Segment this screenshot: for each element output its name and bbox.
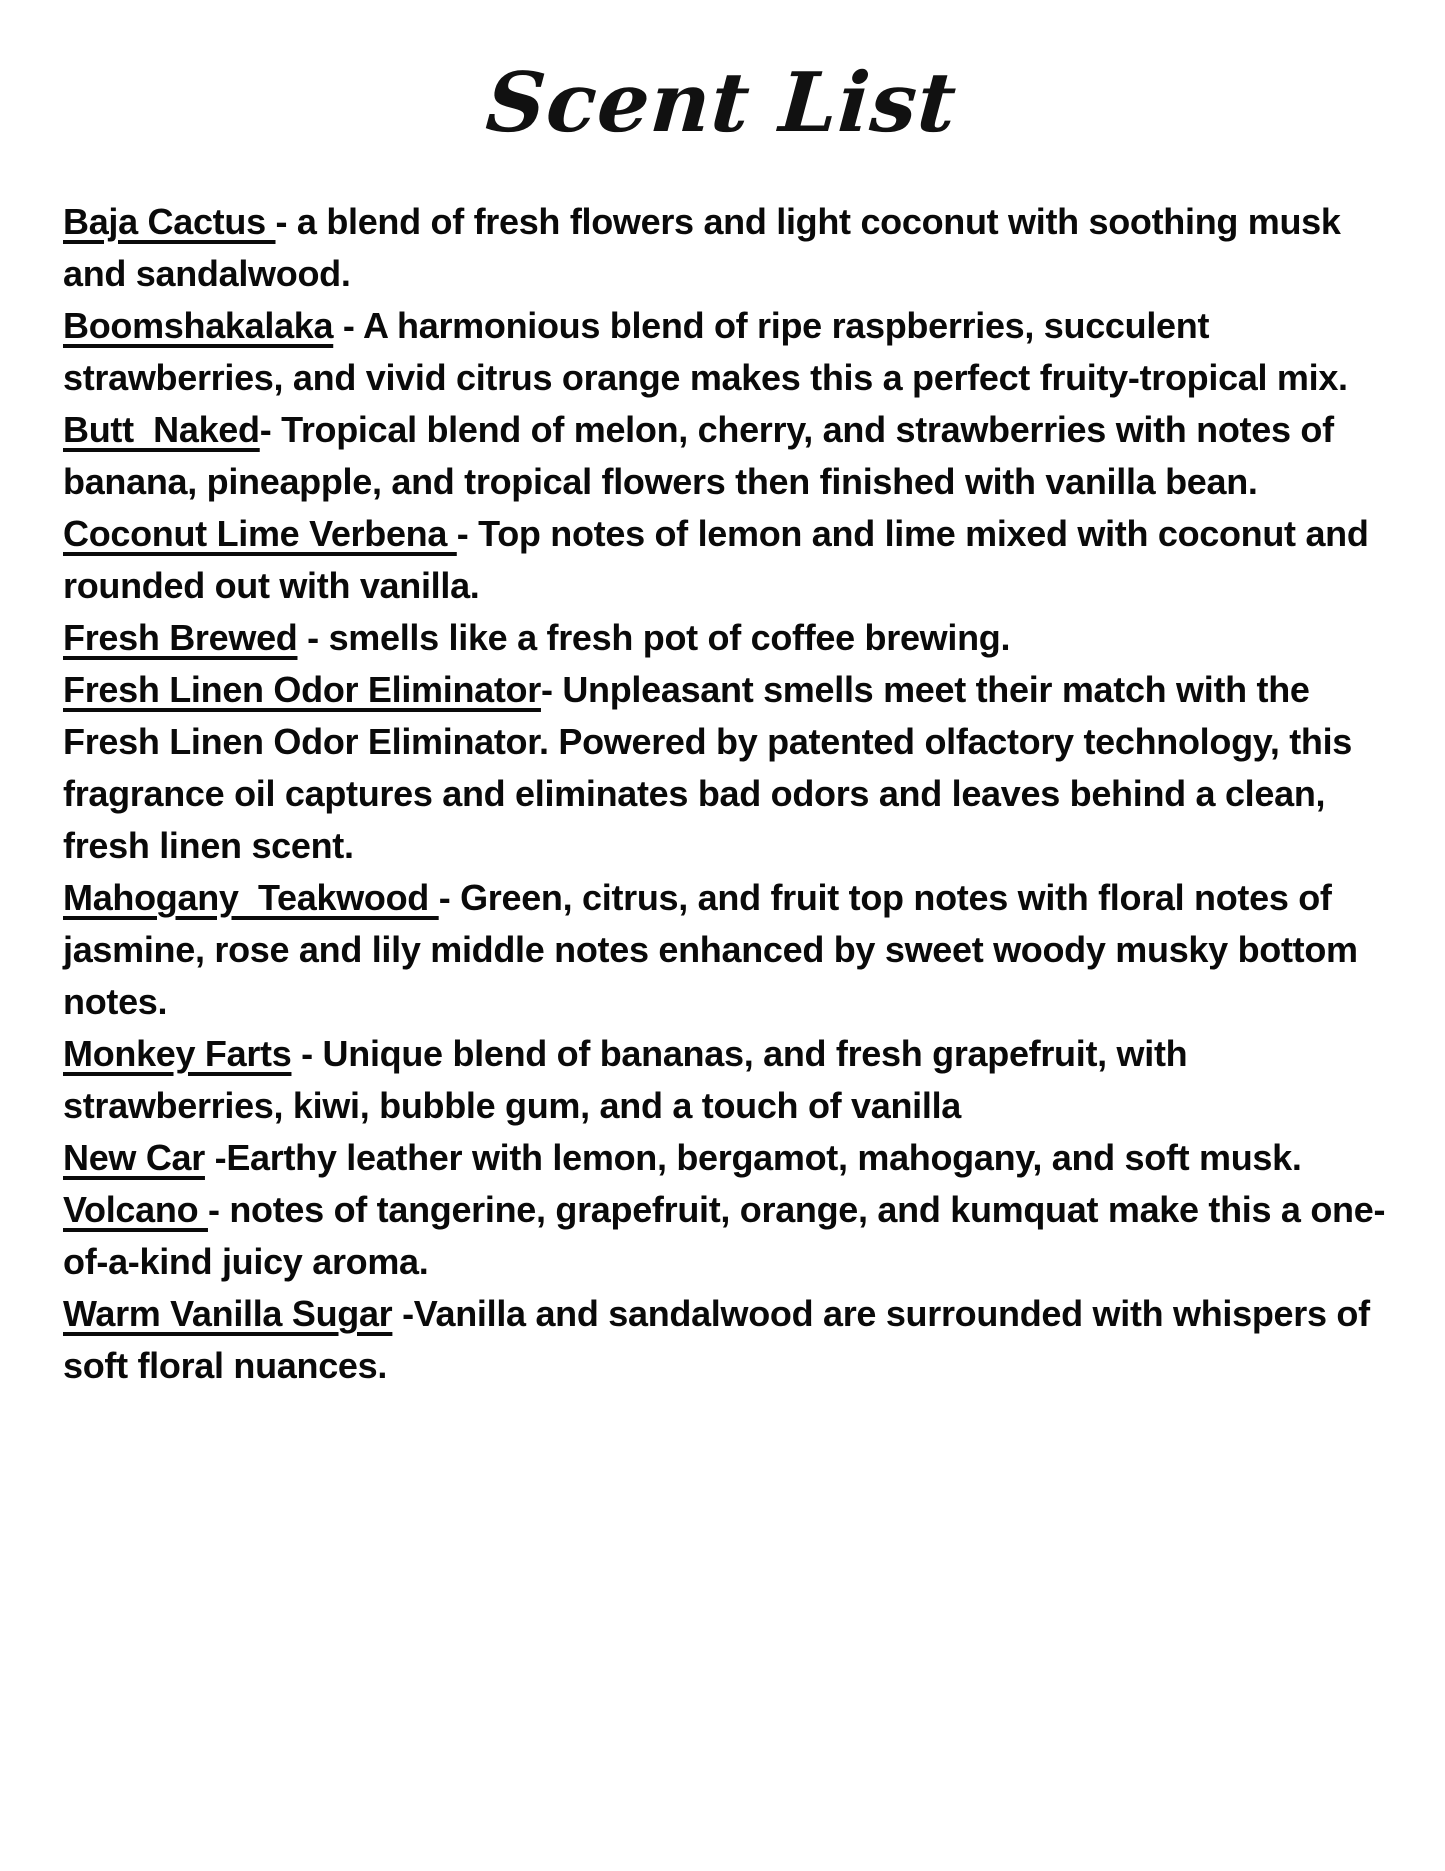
scent-entry-fresh-brewed	[63, 612, 1390, 664]
scent-description: - a blend of fresh flowers and light coconut with soothing musk and sandalwood.	[63, 201, 1351, 294]
scent-entry-new-car	[63, 1132, 1390, 1184]
scent-list	[0, 178, 1445, 1392]
page-title: Scent List	[483, 55, 960, 151]
scent-entry-coconut-lime-verbena	[63, 508, 1390, 612]
scent-entry-butt-naked	[63, 404, 1390, 508]
scent-name: Volcano	[63, 1189, 208, 1230]
scent-description: - Green, citrus, and fruit top notes with floral notes of jasmine, rose and lily middle notes enhanced by sweet woody musky bottom notes.	[63, 877, 1368, 1022]
scent-entry-warm-vanilla-sugar	[63, 1288, 1390, 1392]
scent-description: - Unique blend of bananas, and fresh grapefruit, with strawberries, kiwi, bubble gum, and a touch of vanilla	[63, 1033, 1198, 1126]
scent-description: -Earthy leather with lemon, bergamot, mahogany, and soft musk.	[204, 1137, 1302, 1178]
scent-name: Mahogany Teakwood	[63, 877, 439, 918]
scent-name: Fresh Linen Odor Eliminator	[63, 669, 541, 710]
scent-entry-mahogany-teakwood	[63, 872, 1390, 1028]
scent-description: - smells like a fresh pot of coffee brewing.	[297, 617, 1011, 658]
scent-description: - Unpleasant smells meet their match with the Fresh Linen Odor Eliminator. Powered by patented olfactory technology, this fragrance oil captures and eliminates bad odors and leaves behind a clean, fresh linen scent.	[63, 669, 1362, 866]
scent-name: Warm Vanilla Sugar	[63, 1293, 393, 1334]
scent-name: Coconut Lime Verbena	[63, 513, 457, 554]
scent-entry-boomshakalaka	[63, 300, 1390, 404]
scent-entry-monkey-farts	[63, 1028, 1390, 1132]
scent-name: Baja Cactus	[63, 201, 276, 242]
scent-description: - Tropical blend of melon, cherry, and strawberries with notes of banana, pineapple, and tropical flowers then finished with vanilla bean.	[63, 409, 1344, 502]
scent-name: Fresh Brewed	[63, 617, 298, 658]
scent-name: New Car	[63, 1137, 205, 1178]
scent-entry-fresh-linen-odor-eliminator	[63, 664, 1390, 872]
scent-entry-volcano	[63, 1184, 1390, 1288]
scent-name: Butt Naked	[63, 409, 260, 450]
scent-name: Boomshakalaka	[63, 305, 334, 346]
scent-description: - notes of tangerine, grapefruit, orange, and kumquat make this a one-of-a-kind juicy aroma.	[63, 1189, 1386, 1282]
scent-entry-baja-cactus	[63, 196, 1390, 300]
scent-name: Monkey Farts	[63, 1033, 292, 1074]
scent-description: -Vanilla and sandalwood are surrounded with whispers of soft floral nuances.	[63, 1293, 1380, 1386]
scent-description: - Top notes of lemon and lime mixed with coconut and rounded out with vanilla.	[63, 513, 1379, 606]
scent-description: - A harmonious blend of ripe raspberries, succulent strawberries, and vivid citrus orange makes this a perfect fruity-tropical mix.	[63, 305, 1348, 398]
